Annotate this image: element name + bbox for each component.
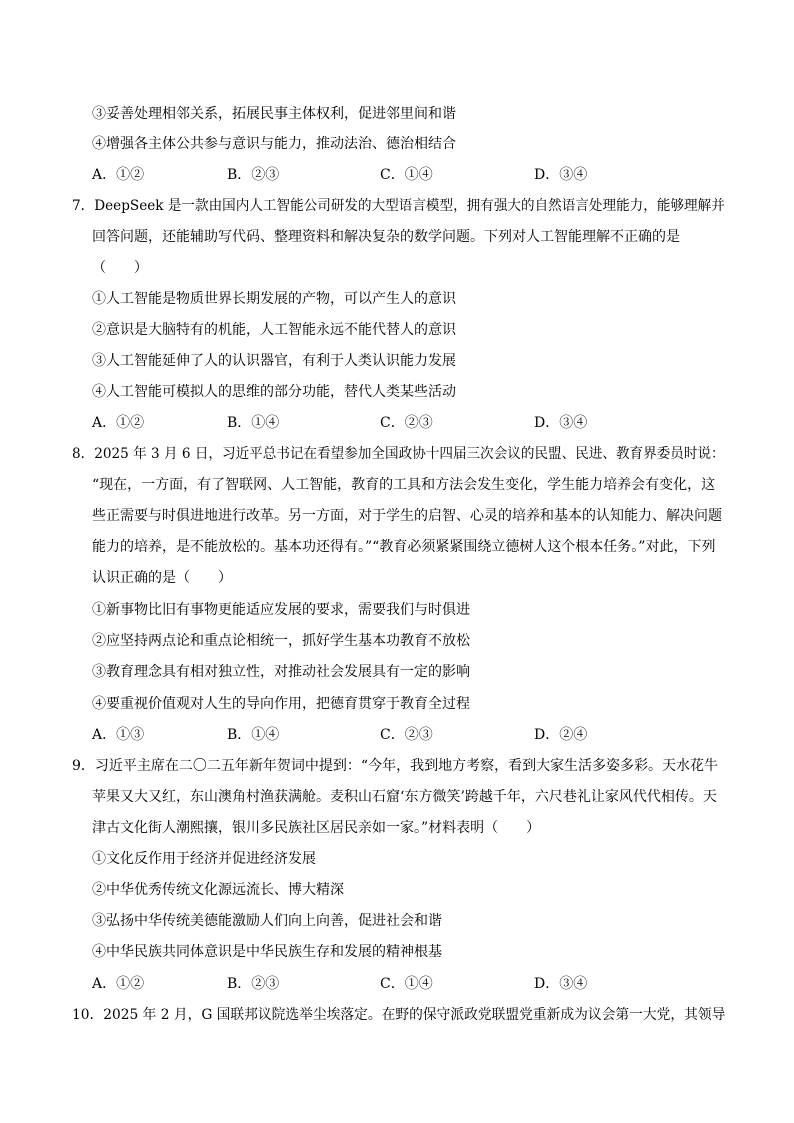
q7-stem-line-2: 回答问题，还能辅助写代码、整理资料和解决复杂的数学问题。下列对人工智能理解不正确的是 xyxy=(92,229,680,245)
q7-item-1: ①人工智能是物质世界长期发展的产物，可以产生人的意识 xyxy=(92,291,456,307)
q10-stem-line-1: 10．2025 年 2 月，G 国联邦议院选举尘埃落定。在野的保守派政党联盟党重新成为议会第一大党，其领导 xyxy=(72,1007,726,1023)
q9-item-3: ③弘扬中华传统美德能激励人们向上向善，促进社会和谐 xyxy=(92,913,442,929)
q8-option-d: D．②④ xyxy=(534,727,588,743)
q9-option-c: C．①④ xyxy=(380,976,433,992)
q7-option-a: A．①② xyxy=(92,415,145,431)
q9-stem-line-1: 9．习近平主席在二〇二五年新年贺词中提到：“今年，我到地方考察，看到大家生活多姿多彩。天水花牛 xyxy=(72,758,719,774)
q8-stem-line-1: 8．2025 年 3 月 6 日，习近平总书记在看望参加全国政协十四届三次会议的民盟、民进、教育界委员时说： xyxy=(72,446,725,462)
q6-option-a: A．①② xyxy=(92,167,145,183)
q7-item-2: ②意识是大脑特有的机能，人工智能永远不能代替人的意识 xyxy=(92,322,456,338)
q9-option-a: A．①② xyxy=(92,976,145,992)
q8-item-1: ①新事物比旧有事物更能适应发展的要求，需要我们与时俱进 xyxy=(92,602,470,618)
q8-stem-line-5: 认识正确的是（ ） xyxy=(92,570,232,586)
q6-option-d: D．③④ xyxy=(534,167,588,183)
q6-option-b: B．②③ xyxy=(227,167,280,183)
q9-stem-line-3: 津古文化街人潮熙攘，银川多民族社区居民亲如一家。”材料表明（ ） xyxy=(92,820,541,836)
q7-option-c: C．②③ xyxy=(380,415,433,431)
q9-item-2: ②中华优秀传统文化源远流长、博大精深 xyxy=(92,882,344,898)
q7-stem-line-3: （ ） xyxy=(92,260,148,276)
q6-item-3: ③妥善处理相邻关系，拓展民事主体权利，促进邻里间和谐 xyxy=(92,106,456,122)
q8-option-a: A．①③ xyxy=(92,727,145,743)
q7-item-4: ④人工智能可模拟人的思维的部分功能，替代人类某些活动 xyxy=(92,384,456,400)
q7-option-b: B．①④ xyxy=(227,415,280,431)
q7-item-3: ③人工智能延伸了人的认识器官，有利于人类认识能力发展 xyxy=(92,353,456,369)
q8-option-b: B．①④ xyxy=(227,727,280,743)
q8-stem-line-4: 能力的培养，是不能放松的。基本功还得有。”“教育必须紧紧围绕立德树人这个根本任务。”对此，下列 xyxy=(92,539,716,555)
q8-item-4: ④要重视价值观对人生的导向作用，把德育贯穿于教育全过程 xyxy=(92,696,470,712)
q6-option-c: C．①④ xyxy=(380,167,433,183)
q8-item-2: ②应坚持两点论和重点论相统一，抓好学生基本功教育不放松 xyxy=(92,633,470,649)
q9-item-4: ④中华民族共同体意识是中华民族生存和发展的精神根基 xyxy=(92,944,442,960)
q7-option-d: D．③④ xyxy=(534,415,588,431)
q9-option-b: B．②③ xyxy=(227,976,280,992)
q7-stem-line-1: 7．DeepSeek 是一款由国内人工智能公司研发的大型语言模型，拥有强大的自然语言处理能力，能够理解并 xyxy=(72,198,725,214)
q6-item-4: ④增强各主体公共参与意识与能力，推动法治、德治相结合 xyxy=(92,136,456,152)
q8-item-3: ③教育理念具有相对独立性，对推动社会发展具有一定的影响 xyxy=(92,664,470,680)
q8-stem-line-2: “现在，一方面，有了智联网、人工智能，教育的工具和方法会发生变化，学生能力培养会有变化，这 xyxy=(92,477,716,493)
q9-stem-line-2: 苹果又大又红，东山澳角村渔获满舱。麦积山石窟‘东方微笑’跨越千年，六尺巷礼让家风代代相传。天 xyxy=(92,789,717,805)
q9-option-d: D．③④ xyxy=(534,976,588,992)
q8-option-c: C．②③ xyxy=(380,727,433,743)
q9-item-1: ①文化反作用于经济并促进经济发展 xyxy=(92,851,316,867)
q8-stem-line-3: 些正需要与时俱进地进行改革。另一方面，对于学生的启智、心灵的培养和基本的认知能力、解决问题 xyxy=(92,508,722,524)
